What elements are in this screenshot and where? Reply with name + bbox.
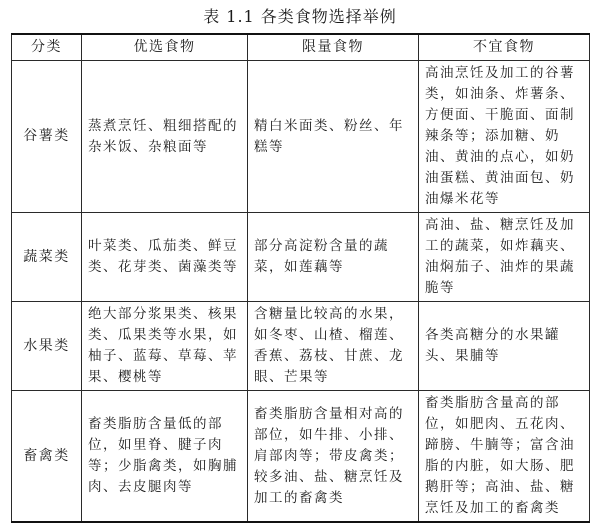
header-limited: 限量食物 (248, 34, 419, 61)
table-row (12, 302, 590, 391)
preferred-cell: 畜类脂肪含量低的部位，如里脊、腱子肉等；少脂禽类，如胸脯肉、去皮腿肉等 (82, 391, 248, 523)
row-category: 畜禽类 (12, 391, 82, 523)
preferred-cell: 叶菜类、瓜茄类、鲜豆类、花芽类、菌藻类等 (82, 213, 248, 302)
preferred-cell: 绝大部分浆果类、核果类、瓜果类等水果，如柚子、蓝莓、草莓、苹果、樱桃等 (82, 302, 248, 391)
table-row (12, 61, 590, 213)
limited-cell: 精白米面类、粉丝、年糕等 (248, 61, 419, 213)
limited-cell: 畜类脂肪含量相对高的部位，如牛排、小排、肩部肉等；带皮禽类；较多油、盐、糖烹饪及加工的畜禽类 (248, 391, 419, 523)
header-row (12, 34, 590, 61)
row-category: 水果类 (12, 302, 82, 391)
header-avoid: 不宜食物 (419, 34, 590, 61)
avoid-cell: 畜类脂肪含量高的部位，如肥肉、五花肉、蹄膀、牛腩等；富含油脂的内脏，如大肠、肥鹅肝等；高油、盐、糖烹饪及加工的畜禽类 (419, 391, 590, 523)
table-title: 表 1.1 各类食物选择举例 (203, 7, 397, 26)
avoid-cell: 高油、盐、糖烹饪及加工的蔬菜，如炸藕夹、油焖茄子、油炸的果蔬脆等 (419, 213, 590, 302)
avoid-cell: 高油烹饪及加工的谷薯类，如油条、炸薯条、方便面、干脆面、面制辣条等；添加糖、奶油、黄油的点心，如奶油蛋糕、黄油面包、奶油爆米花等 (419, 61, 590, 213)
header-preferred: 优选食物 (82, 34, 248, 61)
header-category: 分类 (12, 34, 82, 61)
row-category: 谷薯类 (12, 61, 82, 213)
limited-cell: 含糖量比较高的水果，如冬枣、山楂、榴莲、香蕉、荔枝、甘蔗、龙眼、芒果等 (248, 302, 419, 391)
avoid-cell: 各类高糖分的水果罐头、果脯等 (419, 302, 590, 391)
preferred-cell: 蒸煮烹饪、粗细搭配的杂米饭、杂粮面等 (82, 61, 248, 213)
limited-cell: 部分高淀粉含量的蔬菜，如莲藕等 (248, 213, 419, 302)
food-choice-table (11, 33, 590, 523)
table-row (12, 213, 590, 302)
row-category: 蔬菜类 (12, 213, 82, 302)
table-row (12, 391, 590, 523)
